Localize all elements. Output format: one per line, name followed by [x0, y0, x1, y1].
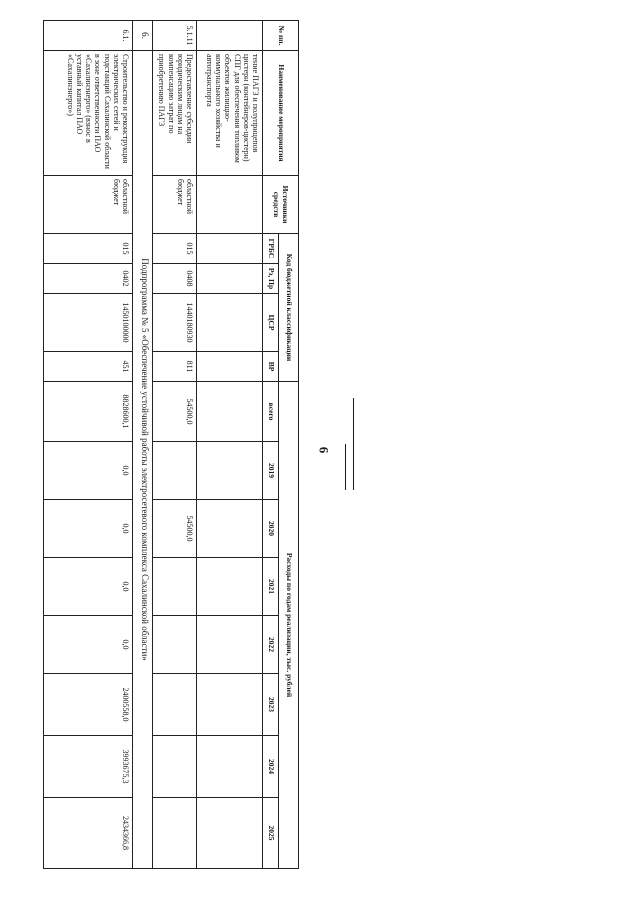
stamp-line	[345, 444, 346, 490]
header-year: 2021	[263, 558, 279, 616]
row-year-value	[153, 798, 197, 869]
row-year-value	[197, 616, 263, 674]
table-row	[197, 21, 263, 869]
row-year-value: 0,0	[44, 558, 133, 616]
header-expenses-group: Расходы по годам реализации, тыс. рублей	[279, 382, 299, 869]
row-year-value	[153, 736, 197, 798]
row-year-value	[153, 442, 197, 500]
row-name: тение ПАГЗ и полуприцепов цистерн (контейнеров-цистерн) СПГ для обеспечения топливом объектов жилищно-коммунального хозяйства и автотранспорта	[197, 51, 263, 176]
header-year: 2022	[263, 616, 279, 674]
header-rzpr: Рз, Пр	[263, 264, 279, 294]
row-year-value: 0,0	[44, 442, 133, 500]
row-year-value	[197, 558, 263, 616]
row-year-value: 2434366,8	[44, 798, 133, 869]
row-year-value: 2400558,0	[44, 674, 133, 736]
header-vr: ВР	[263, 352, 279, 382]
row-year-value	[153, 616, 197, 674]
row-number	[197, 21, 263, 51]
header-kbk-group: Код бюджетной классификации	[279, 234, 299, 382]
row-year-value	[197, 442, 263, 500]
row-rzpr: 0408	[153, 264, 197, 294]
row-year-value	[197, 500, 263, 558]
row-total	[197, 382, 263, 442]
row-total: 8828600,1	[44, 382, 133, 442]
row-year-value: 54500,0	[153, 500, 197, 558]
row-year-value	[153, 558, 197, 616]
row-source	[197, 176, 263, 234]
row-number: 6.1.	[44, 21, 133, 51]
row-source: областной бюджет	[44, 176, 133, 234]
table-row	[153, 21, 197, 869]
row-grbs	[197, 234, 263, 264]
row-vr	[197, 352, 263, 382]
row-year-value	[197, 736, 263, 798]
stamp-line	[353, 398, 354, 490]
row-year-value	[197, 798, 263, 869]
budget-table	[43, 20, 299, 869]
row-total: 54500,0	[153, 382, 197, 442]
subprogram-title: Подпрограмма № 5 «Обеспечение устойчивой работы электросетевого комплекса Сахалинской области»	[133, 51, 153, 869]
table-row	[44, 21, 133, 869]
row-csr: 1440180930	[153, 294, 197, 352]
header-csr: ЦСР	[263, 294, 279, 352]
row-vr: 451	[44, 352, 133, 382]
header-number: № пп.	[263, 21, 299, 51]
row-name: Предоставление субсидии юридическим лицам на компенсацию затрат по приобретению ПАГЗ	[153, 51, 197, 176]
row-year-value: 0,0	[44, 500, 133, 558]
row-year-value: 3993675,3	[44, 736, 133, 798]
row-year-value	[197, 674, 263, 736]
header-year: 2020	[263, 500, 279, 558]
header-total: всего	[263, 382, 279, 442]
row-year-value: 0,0	[44, 616, 133, 674]
header-year: 2023	[263, 674, 279, 736]
row-grbs: 015	[153, 234, 197, 264]
row-year-value	[153, 674, 197, 736]
subprogram-number: 6.	[133, 21, 153, 51]
subprogram-row	[133, 21, 153, 869]
header-grbs: ГРБС	[263, 234, 279, 264]
header-name: Наименование мероприятия	[263, 51, 299, 176]
row-csr: 1450100000	[44, 294, 133, 352]
header-year: 2025	[263, 798, 279, 869]
header-row-1	[279, 21, 299, 869]
row-csr	[197, 294, 263, 352]
row-vr: 811	[153, 352, 197, 382]
header-year: 2019	[263, 442, 279, 500]
header-source: Источники средств	[263, 176, 299, 234]
header-year: 2024	[263, 736, 279, 798]
row-name: Строительство и реконструкция электрических сетей и подстанций Сахалинской области в зоне ответственности ПАО «Сахалинэнерго» (взнос в уставный капитал ПАО «Сахалинэнерго»)	[44, 51, 133, 176]
row-rzpr: 0402	[44, 264, 133, 294]
rotated-table-container	[44, 20, 299, 868]
row-rzpr	[197, 264, 263, 294]
page-number: 6	[316, 446, 332, 454]
row-source: областной бюджет	[153, 176, 197, 234]
row-number: 5.1.11	[153, 21, 197, 51]
row-grbs: 015	[44, 234, 133, 264]
